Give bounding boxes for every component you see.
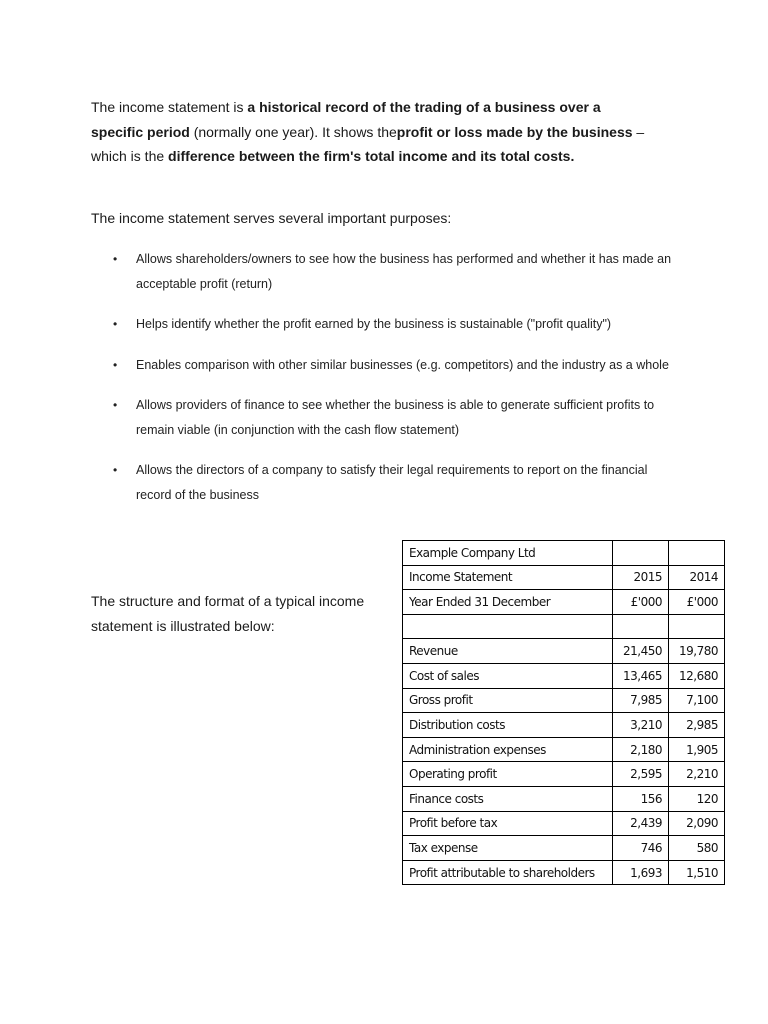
value-2014-cell: 580 (669, 836, 725, 861)
table-row (403, 836, 725, 861)
row-label-cell: Tax expense (403, 836, 613, 861)
value-2015-cell: 13,465 (613, 663, 669, 688)
value-2014-cell: £'000 (669, 590, 725, 615)
value-2014-cell: 19,780 (669, 639, 725, 664)
value-2015-cell: £'000 (613, 590, 669, 615)
purpose-text-1: Allows shareholders/owners to see how the business has performed and whether it has made an acceptable profit (return) (136, 252, 672, 291)
purpose-item-1 (113, 247, 678, 296)
purpose-item-3 (113, 353, 678, 378)
row-label-cell: Example Company Ltd (403, 541, 613, 566)
purpose-text-4: Allows providers of finance to see whether the business is able to generate sufficient profits to remain viable (in conjunction with the cash flow statement) (136, 398, 655, 437)
bullet-icon: • (113, 317, 118, 331)
value-2014-cell: 1,510 (669, 860, 725, 885)
value-2014-cell: 120 (669, 786, 725, 811)
table-row (403, 737, 725, 762)
value-2014-cell: 2,090 (669, 811, 725, 836)
value-2014-cell: 2014 (669, 565, 725, 590)
value-2015-cell: 746 (613, 836, 669, 861)
purpose-text-3: Enables comparison with other similar businesses (e.g. competitors) and the industry as a whole (136, 357, 669, 372)
row-label-cell: Distribution costs (403, 713, 613, 738)
value-2015-cell: 21,450 (613, 639, 669, 664)
value-2015-cell: 156 (613, 786, 669, 811)
table-row (403, 614, 725, 639)
row-label-cell: Income Statement (403, 565, 613, 590)
row-label-cell: Cost of sales (403, 663, 613, 688)
value-2014-cell: 1,905 (669, 737, 725, 762)
purpose-item-4 (113, 393, 678, 442)
value-2014-cell (669, 614, 725, 639)
row-label-cell: Profit before tax (403, 811, 613, 836)
bullet-icon: • (113, 252, 118, 266)
bullet-icon: • (113, 398, 118, 412)
value-2015-cell: 3,210 (613, 713, 669, 738)
income-table-body (403, 541, 725, 885)
row-label-cell: Operating profit (403, 762, 613, 787)
table-row (403, 762, 725, 787)
value-2014-cell: 12,680 (669, 663, 725, 688)
table-row (403, 811, 725, 836)
value-2014-cell (669, 541, 725, 566)
intro-text-1: The income statement is (91, 99, 248, 115)
intro-bold-3: difference between the firm's total income and its total costs. (168, 148, 575, 164)
value-2015-cell: 1,693 (613, 860, 669, 885)
table-row (403, 688, 725, 713)
value-2015-cell (613, 541, 669, 566)
value-2015-cell: 7,985 (613, 688, 669, 713)
value-2014-cell: 2,210 (669, 762, 725, 787)
table-row (403, 713, 725, 738)
table-row (403, 663, 725, 688)
purposes-list (113, 247, 678, 523)
table-row (403, 860, 725, 885)
intro-text-3: – which is the (91, 123, 645, 164)
table-row (403, 565, 725, 590)
bullet-icon: • (113, 463, 118, 477)
value-2014-cell: 2,985 (669, 713, 725, 738)
structure-text: The structure and format of a typical income statement is illustrated below: (91, 593, 365, 634)
intro-text-2: (normally one year). It shows the (189, 123, 397, 140)
row-label-cell: Profit attributable to shareholders (403, 860, 613, 885)
value-2015-cell: 2,439 (613, 811, 669, 836)
row-label-cell: Gross profit (403, 688, 613, 713)
intro-bold-2: profit or loss made by the business (396, 123, 633, 140)
purposes-heading: The income statement serves several important purposes: (91, 210, 452, 226)
table-row (403, 639, 725, 664)
value-2014-cell: 7,100 (669, 688, 725, 713)
row-label-cell: Finance costs (403, 786, 613, 811)
purpose-text-2: Helps identify whether the profit earned by the business is sustainable ("profit quality") (136, 317, 612, 331)
purpose-item-2 (113, 312, 678, 337)
intro-paragraph (91, 95, 651, 169)
bullet-icon: • (113, 357, 118, 372)
income-statement-table (402, 540, 725, 885)
intro-bold-1: a historical record of the trading of a business over a specific period (91, 99, 601, 140)
row-label-cell: Administration expenses (403, 737, 613, 762)
row-label-cell: Revenue (403, 639, 613, 664)
table-row (403, 590, 725, 615)
purpose-text-5: Allows the directors of a company to satisfy their legal requirements to report on the financial record of the business (136, 463, 648, 502)
value-2015-cell: 2015 (613, 565, 669, 590)
row-label-cell (403, 614, 613, 639)
table-row (403, 786, 725, 811)
table-row (403, 541, 725, 566)
value-2015-cell: 2,595 (613, 762, 669, 787)
purpose-item-5 (113, 458, 678, 507)
value-2015-cell (613, 614, 669, 639)
value-2015-cell: 2,180 (613, 737, 669, 762)
row-label-cell: Year Ended 31 December (403, 590, 613, 615)
